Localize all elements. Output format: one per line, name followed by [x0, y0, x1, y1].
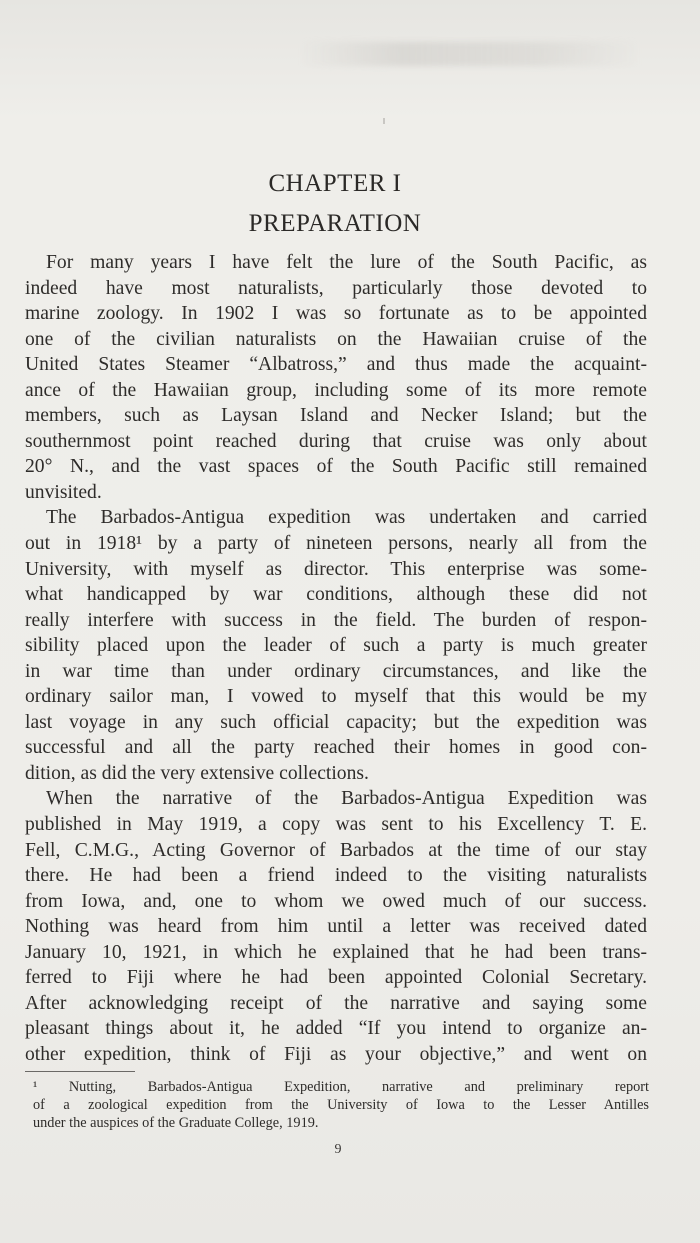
text-line: United States Steamer “Albatross,” and thus made the acquaint-: [25, 354, 647, 376]
text-line: there. He had been a friend indeed to the visiting naturalists: [25, 865, 647, 887]
text-line: one of the civilian naturalists on the Hawaiian cruise of the: [25, 328, 647, 350]
footnote-line: under the auspices of the Graduate College, 1919.: [33, 1115, 319, 1131]
paragraph: [25, 505, 647, 786]
text-line: ance of the Hawaiian group, including some of its more remote: [25, 379, 647, 401]
paragraph: [25, 786, 647, 1067]
text-line: from Iowa, and, one to whom we owed much of our success.: [25, 890, 647, 912]
text-line: southernmost point reached during that cruise was only about: [25, 430, 647, 452]
text-line: members, such as Laysan Island and Necker Island; but the: [25, 405, 647, 427]
text-line: marine zoology. In 1902 I was so fortunate as to be appointed: [25, 303, 647, 325]
text-line: last voyage in any such official capacity; but the expedition was: [25, 711, 647, 733]
body-text: [25, 250, 647, 1068]
text-line: Fell, C.M.G., Acting Governor of Barbados at the time of our stay: [25, 839, 647, 861]
paper-speck: [383, 118, 385, 124]
footnote-line: of a zoological expedition from the University of Iowa to the Lesser Antilles: [33, 1097, 649, 1113]
footnote-rule: [25, 1071, 135, 1072]
chapter-number: CHAPTER I: [268, 170, 402, 197]
text-line: pleasant things about it, he added “If you intend to organize an-: [25, 1018, 647, 1040]
text-line: out in 1918¹ by a party of nineteen persons, nearly all from the: [25, 533, 647, 555]
text-line: Nothing was heard from him until a letter was received dated: [25, 916, 647, 938]
show-through-bleed: [300, 42, 640, 66]
text-line: After acknowledging receipt of the narrative and saying some: [25, 992, 647, 1014]
text-line: successful and all the party reached their homes in good con-: [25, 737, 647, 759]
footnote: [33, 1078, 649, 1132]
text-line: January 10, 1921, in which he explained that he had been trans-: [25, 941, 647, 963]
footnote-line: ¹ Nutting, Barbados-Antigua Expedition, narrative and preliminary report: [33, 1079, 649, 1095]
text-line: other expedition, think of Fiji as your objective,” and went on: [25, 1043, 647, 1065]
text-line: indeed have most naturalists, particularly those devoted to: [25, 277, 647, 299]
text-line: University, with myself as director. This enterprise was some-: [25, 558, 647, 580]
text-line: published in May 1919, a copy was sent to his Excellency T. E.: [25, 814, 647, 836]
text-line: in war time than under ordinary circumstances, and like the: [25, 660, 647, 682]
text-line: For many years I have felt the lure of the South Pacific, as: [46, 252, 647, 273]
text-line: dition, as did the very extensive collections.: [25, 762, 369, 784]
text-line: sibility placed upon the leader of such a party is much greater: [25, 635, 647, 657]
page-number: 9: [334, 1142, 342, 1157]
paragraph: [25, 250, 647, 505]
text-line: what handicapped by war conditions, although these did not: [25, 584, 647, 606]
text-line: really interfere with success in the field. The burden of respon-: [25, 609, 647, 631]
text-line: ordinary sailor man, I vowed to myself that this would be my: [25, 686, 647, 708]
text-line: 20° N., and the vast spaces of the South Pacific still remained: [25, 456, 647, 478]
chapter-title: PREPARATION: [248, 210, 422, 237]
text-line: unvisited.: [25, 481, 102, 503]
text-line: ferred to Fiji where he had been appointed Colonial Secretary.: [25, 967, 647, 989]
text-line: When the narrative of the Barbados-Antigua Expedition was: [46, 788, 647, 810]
text-line: The Barbados-Antigua expedition was undertaken and carried: [46, 507, 647, 529]
